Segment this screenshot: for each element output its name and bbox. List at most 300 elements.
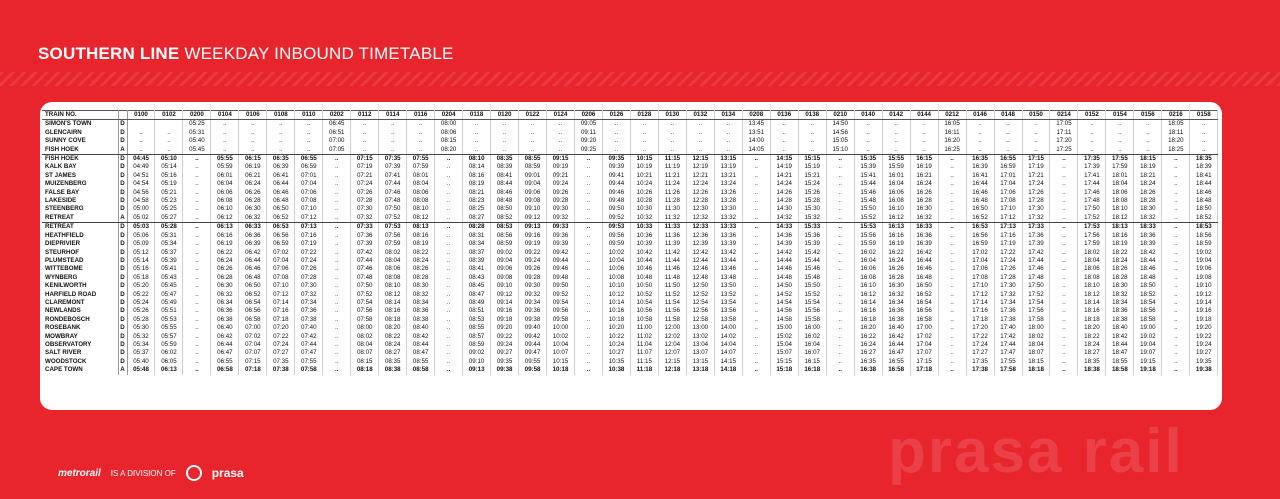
departure-time: 09:10 <box>491 282 519 290</box>
departure-time: .. <box>1050 324 1078 332</box>
departure-time: 17:10 <box>994 205 1022 213</box>
departure-time: 18:28 <box>1134 197 1162 205</box>
departure-time: 15:15 <box>798 155 826 164</box>
departure-time: .. <box>575 349 603 357</box>
departure-time: 07:40 <box>295 324 323 332</box>
departure-time: 15:52 <box>854 214 882 223</box>
train-number: 0114 <box>379 111 407 120</box>
arrive-depart-flag: D <box>118 163 127 171</box>
departure-time: 17:52 <box>1022 291 1050 299</box>
departure-time: .. <box>826 240 854 248</box>
departure-time: 04:56 <box>127 189 155 197</box>
departure-time: .. <box>938 324 966 332</box>
departure-time: .. <box>1050 316 1078 324</box>
departure-time: 18:26 <box>1134 189 1162 197</box>
departure-time: 17:24 <box>966 341 994 349</box>
departure-time: 16:56 <box>966 232 994 240</box>
departure-time: .. <box>938 274 966 282</box>
departure-time: 08:47 <box>463 291 491 299</box>
departure-time: .. <box>938 349 966 357</box>
departure-time: 19:24 <box>1190 341 1218 349</box>
departure-time: .. <box>658 129 686 137</box>
departure-time: 15:48 <box>798 274 826 282</box>
departure-time: 07:38 <box>267 366 295 374</box>
departure-time: 05:32 <box>127 333 155 341</box>
departure-time: 14:50 <box>826 120 854 129</box>
departure-time: 06:44 <box>239 257 267 265</box>
departure-time: 08:10 <box>463 155 491 164</box>
departure-time: .. <box>379 137 407 145</box>
departure-time: 11:18 <box>630 366 658 374</box>
departure-time: .. <box>742 232 770 240</box>
departure-time: 16:35 <box>966 155 994 164</box>
departure-time: .. <box>239 129 267 137</box>
departure-time: 17:42 <box>1022 249 1050 257</box>
arrive-depart-flag: D <box>118 282 127 290</box>
departure-time: 05:02 <box>127 214 155 223</box>
departure-time: 08:18 <box>379 316 407 324</box>
table-row <box>42 129 1218 137</box>
departure-time: .. <box>1162 358 1190 366</box>
departure-time: 07:13 <box>295 223 323 232</box>
departure-time: 18:42 <box>1106 333 1134 341</box>
departure-time: 17:44 <box>994 341 1022 349</box>
departure-time: .. <box>323 257 351 265</box>
departure-time: .. <box>407 137 435 145</box>
departure-time: .. <box>239 146 267 155</box>
departure-time: 17:28 <box>994 274 1022 282</box>
departure-time: 16:46 <box>910 265 938 273</box>
departure-time: .. <box>435 180 463 188</box>
departure-time: 18:54 <box>1134 299 1162 307</box>
station-name: RETREAT <box>42 223 118 232</box>
departure-time: 17:46 <box>1022 265 1050 273</box>
departure-time: 07:35 <box>267 358 295 366</box>
departure-time: 07:41 <box>379 172 407 180</box>
departure-time: .. <box>575 232 603 240</box>
departure-time: 05:47 <box>155 291 183 299</box>
departure-time: 11:02 <box>630 333 658 341</box>
departure-time: .. <box>435 349 463 357</box>
departure-time: 11:26 <box>658 189 686 197</box>
departure-time: .. <box>323 341 351 349</box>
departure-time: 16:24 <box>854 341 882 349</box>
table-row <box>42 120 1218 129</box>
departure-time: .. <box>854 146 882 155</box>
departure-time: .. <box>1162 299 1190 307</box>
departure-time: .. <box>323 189 351 197</box>
train-number: 0112 <box>351 111 379 120</box>
departure-time: 08:24 <box>407 257 435 265</box>
departure-time: 16:26 <box>910 189 938 197</box>
departure-time: 16:39 <box>910 240 938 248</box>
departure-time: 09:32 <box>519 291 547 299</box>
departure-time: 17:47 <box>994 349 1022 357</box>
departure-time: 05:14 <box>155 163 183 171</box>
departure-time: 10:38 <box>602 366 630 374</box>
departure-time: 05:24 <box>127 299 155 307</box>
departure-time: 06:01 <box>211 172 239 180</box>
departure-time: 13:48 <box>714 274 742 282</box>
departure-time: 17:28 <box>1022 197 1050 205</box>
departure-time: .. <box>435 282 463 290</box>
departure-time: 18:12 <box>1106 214 1134 223</box>
departure-time: 18:04 <box>1106 180 1134 188</box>
departure-time: 12:56 <box>686 307 714 315</box>
departure-time: 09:01 <box>519 172 547 180</box>
departure-time: .. <box>826 324 854 332</box>
station-name: KENILWORTH <box>42 282 118 290</box>
departure-time: 10:39 <box>630 240 658 248</box>
departure-time: 06:47 <box>211 349 239 357</box>
departure-time: .. <box>435 274 463 282</box>
departure-time: .. <box>938 265 966 273</box>
departure-time: .. <box>1162 349 1190 357</box>
departure-time: 18:38 <box>1078 366 1106 374</box>
departure-time: .. <box>994 120 1022 129</box>
departure-time: .. <box>798 137 826 145</box>
departure-time: .. <box>575 316 603 324</box>
departure-time: .. <box>1162 257 1190 265</box>
departure-time: .. <box>826 189 854 197</box>
departure-time: 16:18 <box>854 316 882 324</box>
departure-time: 06:06 <box>211 189 239 197</box>
departure-time: 09:24 <box>519 257 547 265</box>
departure-time: 08:39 <box>463 257 491 265</box>
departure-time: 09:05 <box>575 120 603 129</box>
departure-time: .. <box>826 155 854 164</box>
departure-time: .. <box>323 155 351 164</box>
departure-time: 15:33 <box>798 223 826 232</box>
departure-time: 08:16 <box>407 232 435 240</box>
departure-time: 16:30 <box>910 205 938 213</box>
departure-time: 09:33 <box>547 223 575 232</box>
departure-time: .. <box>938 341 966 349</box>
departure-time: 18:56 <box>1134 307 1162 315</box>
departure-time: 17:38 <box>994 316 1022 324</box>
departure-time: 07:08 <box>267 274 295 282</box>
departure-time: 08:19 <box>463 180 491 188</box>
departure-time: .. <box>575 265 603 273</box>
departure-time: .. <box>826 274 854 282</box>
departure-time: 05:30 <box>127 324 155 332</box>
departure-time: 17:59 <box>1106 163 1134 171</box>
departure-time: 07:06 <box>267 265 295 273</box>
table-row <box>42 249 1218 257</box>
departure-time: .. <box>183 214 211 223</box>
departure-time: 07:26 <box>351 189 379 197</box>
table-row <box>42 257 1218 265</box>
departure-time: .. <box>323 299 351 307</box>
departure-time: 09:36 <box>519 307 547 315</box>
departure-time: 14:15 <box>770 155 798 164</box>
departure-time: 13:19 <box>714 163 742 171</box>
departure-time: 06:40 <box>211 324 239 332</box>
prasa-logo-icon <box>186 465 202 481</box>
departure-time: 07:16 <box>267 307 295 315</box>
departure-time: 11:39 <box>658 240 686 248</box>
departure-time <box>155 120 183 129</box>
departure-time: 18:25 <box>1162 146 1190 155</box>
departure-time: 14:50 <box>770 282 798 290</box>
departure-time: .. <box>379 146 407 155</box>
departure-time: .. <box>323 349 351 357</box>
departure-time: 05:45 <box>155 282 183 290</box>
departure-time: 06:52 <box>239 291 267 299</box>
departure-time: 16:25 <box>938 146 966 155</box>
departure-time: .. <box>519 137 547 145</box>
departure-time: .. <box>1078 137 1106 145</box>
departure-time: .. <box>323 307 351 315</box>
departure-time: .. <box>435 316 463 324</box>
departure-time: 15:59 <box>854 240 882 248</box>
departure-time: 17:14 <box>966 299 994 307</box>
departure-time: 17:35 <box>1078 155 1106 164</box>
departure-time: 14:52 <box>770 291 798 299</box>
departure-time: 09:19 <box>547 163 575 171</box>
departure-time: 07:36 <box>351 232 379 240</box>
departure-time: 13:02 <box>686 333 714 341</box>
departure-time: 09:24 <box>547 180 575 188</box>
departure-time: .. <box>435 223 463 232</box>
departure-time: 07:08 <box>295 197 323 205</box>
departure-time: 18:08 <box>1106 197 1134 205</box>
departure-time: 15:42 <box>798 249 826 257</box>
departure-time: .. <box>686 120 714 129</box>
departure-time: 06:30 <box>239 205 267 213</box>
departure-time: .. <box>1050 249 1078 257</box>
departure-time: 08:55 <box>519 155 547 164</box>
departure-time: .. <box>575 180 603 188</box>
departure-time: 18:44 <box>1106 341 1134 349</box>
departure-time: 06:12 <box>211 214 239 223</box>
departure-time: 08:22 <box>379 333 407 341</box>
departure-time: 17:21 <box>1022 172 1050 180</box>
table-row <box>42 232 1218 240</box>
departure-time: 15:18 <box>770 366 798 374</box>
departure-time: 10:10 <box>602 282 630 290</box>
departure-time: .. <box>575 358 603 366</box>
departure-time: 06:54 <box>239 299 267 307</box>
departure-time: 17:08 <box>966 274 994 282</box>
departure-time: 15:07 <box>770 349 798 357</box>
departure-time: .. <box>1190 129 1218 137</box>
departure-time: 09:22 <box>491 333 519 341</box>
departure-time: .. <box>1050 155 1078 164</box>
departure-time: .. <box>938 282 966 290</box>
departure-time: 09:54 <box>547 299 575 307</box>
departure-time: .. <box>211 146 239 155</box>
train-number: 0116 <box>407 111 435 120</box>
departure-time: .. <box>1050 232 1078 240</box>
departure-time: 11:24 <box>658 180 686 188</box>
departure-time: 08:59 <box>491 240 519 248</box>
departure-time: 17:34 <box>994 299 1022 307</box>
departure-time: 08:12 <box>407 214 435 223</box>
departure-time: 09:14 <box>491 299 519 307</box>
departure-time: 07:56 <box>379 232 407 240</box>
departure-time: .. <box>658 137 686 145</box>
train-number: 0152 <box>1078 111 1106 120</box>
table-row <box>42 214 1218 223</box>
table-row <box>42 205 1218 213</box>
departure-time: 06:58 <box>239 316 267 324</box>
departure-time: 06:32 <box>239 214 267 223</box>
departure-time: .. <box>1162 366 1190 374</box>
departure-time: 15:04 <box>770 341 798 349</box>
table-row <box>42 197 1218 205</box>
departure-time: 18:56 <box>1190 232 1218 240</box>
departure-time: 15:48 <box>854 197 882 205</box>
departure-time: 08:41 <box>463 265 491 273</box>
departure-time: .. <box>1078 129 1106 137</box>
departure-time: .. <box>938 223 966 232</box>
departure-time: .. <box>323 265 351 273</box>
departure-time: .. <box>1050 291 1078 299</box>
departure-time: 16:11 <box>938 129 966 137</box>
departure-time: 15:36 <box>798 232 826 240</box>
departure-time: 16:36 <box>882 307 910 315</box>
departure-time: .. <box>826 232 854 240</box>
departure-time: .. <box>1106 120 1134 129</box>
departure-time: 08:53 <box>491 223 519 232</box>
departure-time: 19:18 <box>1134 366 1162 374</box>
station-name: SALT RIVER <box>42 349 118 357</box>
departure-time: 04:58 <box>127 197 155 205</box>
arrive-depart-flag: D <box>118 333 127 341</box>
departure-time: 10:07 <box>547 349 575 357</box>
departure-time: 10:46 <box>630 265 658 273</box>
departure-time: 07:46 <box>379 189 407 197</box>
departure-time: 17:35 <box>966 358 994 366</box>
table-row <box>42 349 1218 357</box>
departure-time: .. <box>183 265 211 273</box>
departure-time: 14:46 <box>770 265 798 273</box>
departure-time: 05:23 <box>155 197 183 205</box>
departure-time: 18:15 <box>1134 155 1162 164</box>
departure-time: 09:50 <box>602 205 630 213</box>
departure-time: 18:32 <box>1134 214 1162 223</box>
departure-time: .. <box>183 299 211 307</box>
station-name: CLAREMONT <box>42 299 118 307</box>
departure-time: .. <box>1162 155 1190 164</box>
table-row <box>42 180 1218 188</box>
departure-time: 07:58 <box>295 366 323 374</box>
departure-time: 04:51 <box>127 172 155 180</box>
departure-time: 04:49 <box>127 163 155 171</box>
train-number: 0206 <box>575 111 603 120</box>
train-number: 0100 <box>127 111 155 120</box>
departure-time: 17:15 <box>1022 155 1050 164</box>
da-header <box>118 111 127 120</box>
departure-time: 09:59 <box>602 240 630 248</box>
departure-time: .. <box>1162 324 1190 332</box>
departure-time: 17:54 <box>1022 299 1050 307</box>
departure-time: 10:18 <box>547 366 575 374</box>
train-number: 0146 <box>966 111 994 120</box>
departure-time: .. <box>1162 291 1190 299</box>
station-name: ROSEBANK <box>42 324 118 332</box>
departure-time: 06:22 <box>211 249 239 257</box>
arrive-depart-flag: D <box>118 249 127 257</box>
departure-time: 05:06 <box>127 232 155 240</box>
train-number: 0138 <box>798 111 826 120</box>
departure-time: 08:42 <box>407 333 435 341</box>
departure-time: 18:01 <box>1106 172 1134 180</box>
departure-time: .. <box>323 205 351 213</box>
departure-time: .. <box>435 307 463 315</box>
departure-time: 18:50 <box>1190 205 1218 213</box>
departure-time: 13:44 <box>714 257 742 265</box>
departure-time: .. <box>938 366 966 374</box>
departure-time: .. <box>1050 257 1078 265</box>
departure-time: 17:42 <box>994 333 1022 341</box>
departure-time: .. <box>938 205 966 213</box>
departure-time: 17:20 <box>1050 137 1078 145</box>
arrive-depart-flag: D <box>118 349 127 357</box>
train-number: 0122 <box>519 111 547 120</box>
departure-time: 12:15 <box>658 358 686 366</box>
departure-time: .. <box>575 307 603 315</box>
departure-time: 18:19 <box>1134 163 1162 171</box>
departure-time: 18:44 <box>1134 257 1162 265</box>
departure-time: 15:39 <box>854 163 882 171</box>
departure-time: .. <box>491 129 519 137</box>
departure-time: .. <box>435 232 463 240</box>
departure-time: 15:39 <box>798 240 826 248</box>
departure-time: .. <box>435 249 463 257</box>
departure-time: 19:14 <box>1190 299 1218 307</box>
departure-time: .. <box>323 223 351 232</box>
departure-time: 08:04 <box>351 341 379 349</box>
departure-time: .. <box>183 249 211 257</box>
departure-time: 08:00 <box>435 120 463 129</box>
departure-time: .. <box>435 163 463 171</box>
departure-time: 07:22 <box>295 249 323 257</box>
departure-time: .. <box>630 137 658 145</box>
departure-time: 16:08 <box>854 274 882 282</box>
departure-time: 06:26 <box>239 189 267 197</box>
departure-time: 17:06 <box>994 189 1022 197</box>
departure-time: .. <box>938 163 966 171</box>
departure-time: 09:52 <box>547 291 575 299</box>
departure-time: 16:10 <box>882 205 910 213</box>
departure-time: 06:44 <box>211 341 239 349</box>
departure-time: 08:57 <box>463 333 491 341</box>
departure-time: 06:56 <box>267 232 295 240</box>
departure-time: 16:04 <box>854 257 882 265</box>
departure-time: 06:56 <box>239 307 267 315</box>
departure-time: 14:36 <box>770 232 798 240</box>
departure-time: .. <box>826 316 854 324</box>
departure-time: 18:34 <box>1106 299 1134 307</box>
departure-time: 05:48 <box>127 366 155 374</box>
departure-time: .. <box>1050 197 1078 205</box>
departure-time: .. <box>1106 146 1134 155</box>
departure-time: 19:04 <box>1190 257 1218 265</box>
departure-time: 09:39 <box>602 163 630 171</box>
departure-time: 17:39 <box>1022 240 1050 248</box>
departure-time: 18:04 <box>1078 257 1106 265</box>
departure-time: 09:26 <box>519 265 547 273</box>
departure-time: 09:58 <box>519 366 547 374</box>
departure-time: 16:39 <box>966 163 994 171</box>
departure-time: .. <box>854 120 882 129</box>
departure-time: 14:56 <box>826 129 854 137</box>
departure-time: 18:39 <box>1190 163 1218 171</box>
departure-time: 08:12 <box>379 291 407 299</box>
departure-time: 18:35 <box>1190 155 1218 164</box>
